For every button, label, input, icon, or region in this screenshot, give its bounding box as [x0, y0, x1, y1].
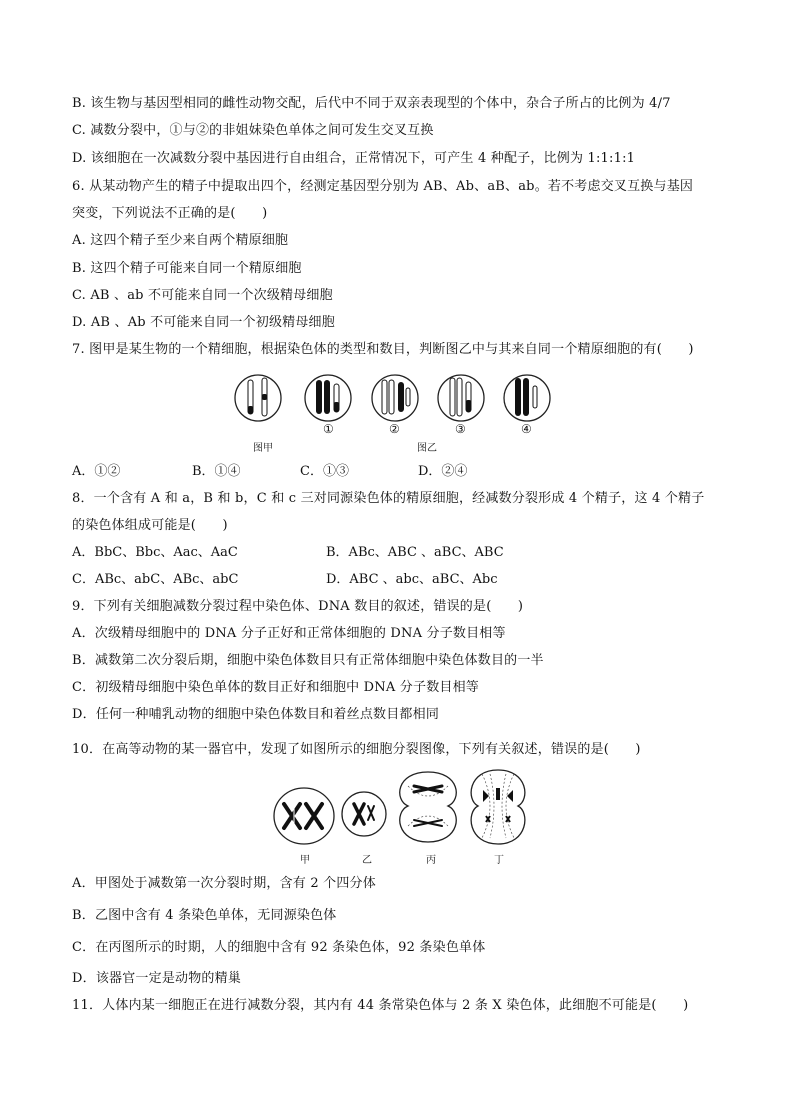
q7-stem: 7. 图甲是某生物的一个精细胞，根据染色体的类型和数目，判断图乙中与其来自同一个精原细胞的有( ): [72, 342, 694, 357]
fig7-label-yi: 图乙: [417, 443, 437, 454]
fig10-label-jia: 甲: [300, 855, 310, 866]
fig7-cell-3: [438, 375, 484, 421]
q7-option-a: A．①②: [72, 464, 121, 479]
q9-stem: 9．下列有关细胞减数分裂过程中染色体、DNA 数目的叙述，错误的是( ): [72, 599, 524, 614]
q5-option-d: D. 该细胞在一次减数分裂中基因进行自由组合，正常情况下，可产生 4 种配子，比例为 1:1:1:1: [72, 151, 636, 166]
fig7-label-3: ③: [455, 422, 466, 436]
q8-option-c: C．ABc、abC、ABc、abC: [72, 572, 239, 587]
q11-stem: 11．人体内某一细胞正在进行减数分裂，其内有 44 条常染色体与 2 条 X 染色体，此细胞不可能是( ): [72, 998, 689, 1013]
fig10-cell-bing: [400, 772, 457, 842]
q6-stem: 6. 从某动物产生的精子中提取出四个，经测定基因型分别为 AB、Ab、aB、ab。若不考虑交叉互换与基因: [72, 179, 694, 194]
q8-option-d: D．ABC 、abc、aBC、Abc: [326, 572, 498, 587]
q9-option-a: A．次级精母细胞中的 DNA 分子正好和正常体细胞的 DNA 分子数目相等: [72, 626, 506, 641]
fig10-label-ding: 丁: [494, 855, 504, 866]
q7-option-d: D．②④: [418, 464, 468, 479]
q5-option-b: B. 该生物与基因型相同的雌性动物交配，后代中不同于双亲表现型的个体中，杂合子所占的比例为 4/7: [72, 96, 671, 111]
fig10-label-yi: 乙: [362, 855, 372, 866]
q5-option-c: C. 减数分裂中，①与②的非姐妹染色单体之间可发生交叉互换: [72, 123, 434, 138]
fig7-cell-4: [504, 375, 550, 421]
fig7-label-2: ②: [389, 422, 400, 436]
q7-option-b: B．①④: [192, 464, 241, 479]
q8-stem-cont: 的染色体组成可能是( ): [72, 518, 228, 533]
fig10-cell-yi: [342, 792, 386, 836]
q6-stem-cont: 突变，下列说法不正确的是( ): [72, 206, 268, 221]
fig10-cell-ding: [471, 770, 525, 844]
q8-option-a: A．BbC、Bbc、Aac、AaC: [72, 545, 238, 560]
fig7-label-jia: 图甲: [253, 443, 273, 454]
q6-option-d: D. AB 、Ab 不可能来自同一个初级精母细胞: [72, 315, 335, 330]
q7-figure: [230, 366, 560, 456]
q10-option-d: D．该器官一定是动物的精巢: [72, 971, 242, 986]
q10-option-a: A．甲图处于减数第一次分裂时期，含有 2 个四分体: [72, 876, 376, 891]
q7-option-c: C．①③: [300, 464, 349, 479]
q6-option-b: B. 这四个精子可能来自同一个精原细胞: [72, 261, 302, 276]
q9-option-b: B．减数第二次分裂后期，细胞中染色体数目只有正常体细胞中染色体数目的一半: [72, 653, 544, 668]
q6-option-a: A. 这四个精子至少来自两个精原细胞: [72, 233, 289, 248]
q9-option-c: C．初级精母细胞中染色单体的数目正好和细胞中 DNA 分子数目相等: [72, 680, 479, 695]
fig7-cell-2: [372, 375, 418, 421]
q10-figure: [270, 766, 530, 846]
fig7-label-4: ④: [521, 422, 532, 436]
q10-option-b: B．乙图中含有 4 条染色单体，无同源染色体: [72, 908, 337, 923]
q10-stem: 10．在高等动物的某一器官中，发现了如图所示的细胞分裂图像，下列有关叙述，错误的是( ): [72, 742, 641, 757]
fig7-cell-jia: [235, 375, 281, 421]
fig10-cell-jia: [274, 788, 334, 844]
fig7-cell-1: [305, 375, 351, 421]
q10-option-c: C．在丙图所示的时期，人的细胞中含有 92 条染色体，92 条染色单体: [72, 940, 486, 955]
q8-option-b: B．ABc、ABC 、aBC、ABC: [326, 545, 504, 560]
fig10-label-bing: 丙: [426, 855, 436, 866]
q9-option-d: D．任何一种哺乳动物的细胞中染色体数目和着丝点数目都相同: [72, 707, 440, 722]
fig7-label-1: ①: [323, 422, 334, 436]
q8-stem: 8．一个含有 A 和 a，B 和 b，C 和 c 三对同源染色体的精原细胞，经减数分裂形成 4 个精子，这 4 个精子: [72, 491, 705, 506]
q6-option-c: C. AB 、ab 不可能来自同一个次级精母细胞: [72, 288, 333, 303]
